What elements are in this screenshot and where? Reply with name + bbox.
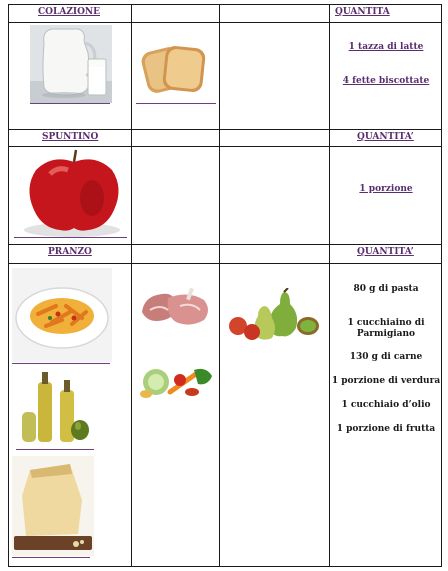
pranzo-item-parmigiano: 1 cucchiaino di Parmigiano (347, 318, 425, 339)
table-row-divider (8, 263, 442, 264)
pranzo-item-verdura: 1 porzione di verdura (331, 376, 441, 386)
raw-meat-image (138, 286, 214, 330)
vegetables-image (136, 364, 216, 400)
image-underline (12, 557, 90, 558)
pranzo-item-pasta: 80 g di pasta (353, 284, 419, 294)
pranzo-item-carne: 130 g di carne (349, 352, 423, 362)
table-row-divider (8, 129, 442, 130)
fruits-image (226, 288, 322, 344)
parmesan-image (12, 456, 94, 556)
toast-image (140, 43, 216, 99)
table-border-right (441, 4, 442, 567)
colazione-item-1: 1 tazza di latte (348, 42, 424, 52)
table-column-divider (329, 4, 330, 567)
table-row-divider (8, 146, 442, 147)
image-underline (30, 103, 110, 104)
spuntino-header: SPUNTINO (42, 132, 99, 142)
table-column-divider (131, 4, 132, 567)
table-row-divider (8, 22, 442, 23)
pranzo-item-olio: 1 cucchiaio d’olio (341, 400, 431, 410)
table-row-divider (8, 244, 442, 245)
colazione-quantity-header: QUANTITA (335, 7, 390, 17)
pranzo-header: PRANZO (48, 247, 92, 257)
spuntino-quantity-header: QUANTITA’ (357, 132, 414, 142)
olive-oil-image (16, 368, 92, 448)
image-underline (136, 103, 216, 104)
colazione-item-2: 4 fette biscottate (342, 76, 430, 86)
image-underline (16, 449, 94, 450)
pranzo-item-frutta: 1 porzione di frutta (336, 424, 436, 434)
spuntino-item-1: 1 porzione (359, 184, 413, 194)
image-underline (14, 237, 127, 238)
apple-image (14, 148, 128, 238)
table-border-top (8, 4, 442, 5)
pasta-plate-image (12, 268, 112, 362)
image-underline (12, 363, 110, 364)
milk-jug-image (30, 25, 112, 103)
colazione-header: COLAZIONE (38, 7, 101, 17)
table-border-bottom (8, 566, 442, 567)
table-border-left (8, 4, 9, 567)
table-column-divider (219, 4, 220, 567)
pranzo-quantity-header: QUANTITA’ (357, 247, 414, 257)
